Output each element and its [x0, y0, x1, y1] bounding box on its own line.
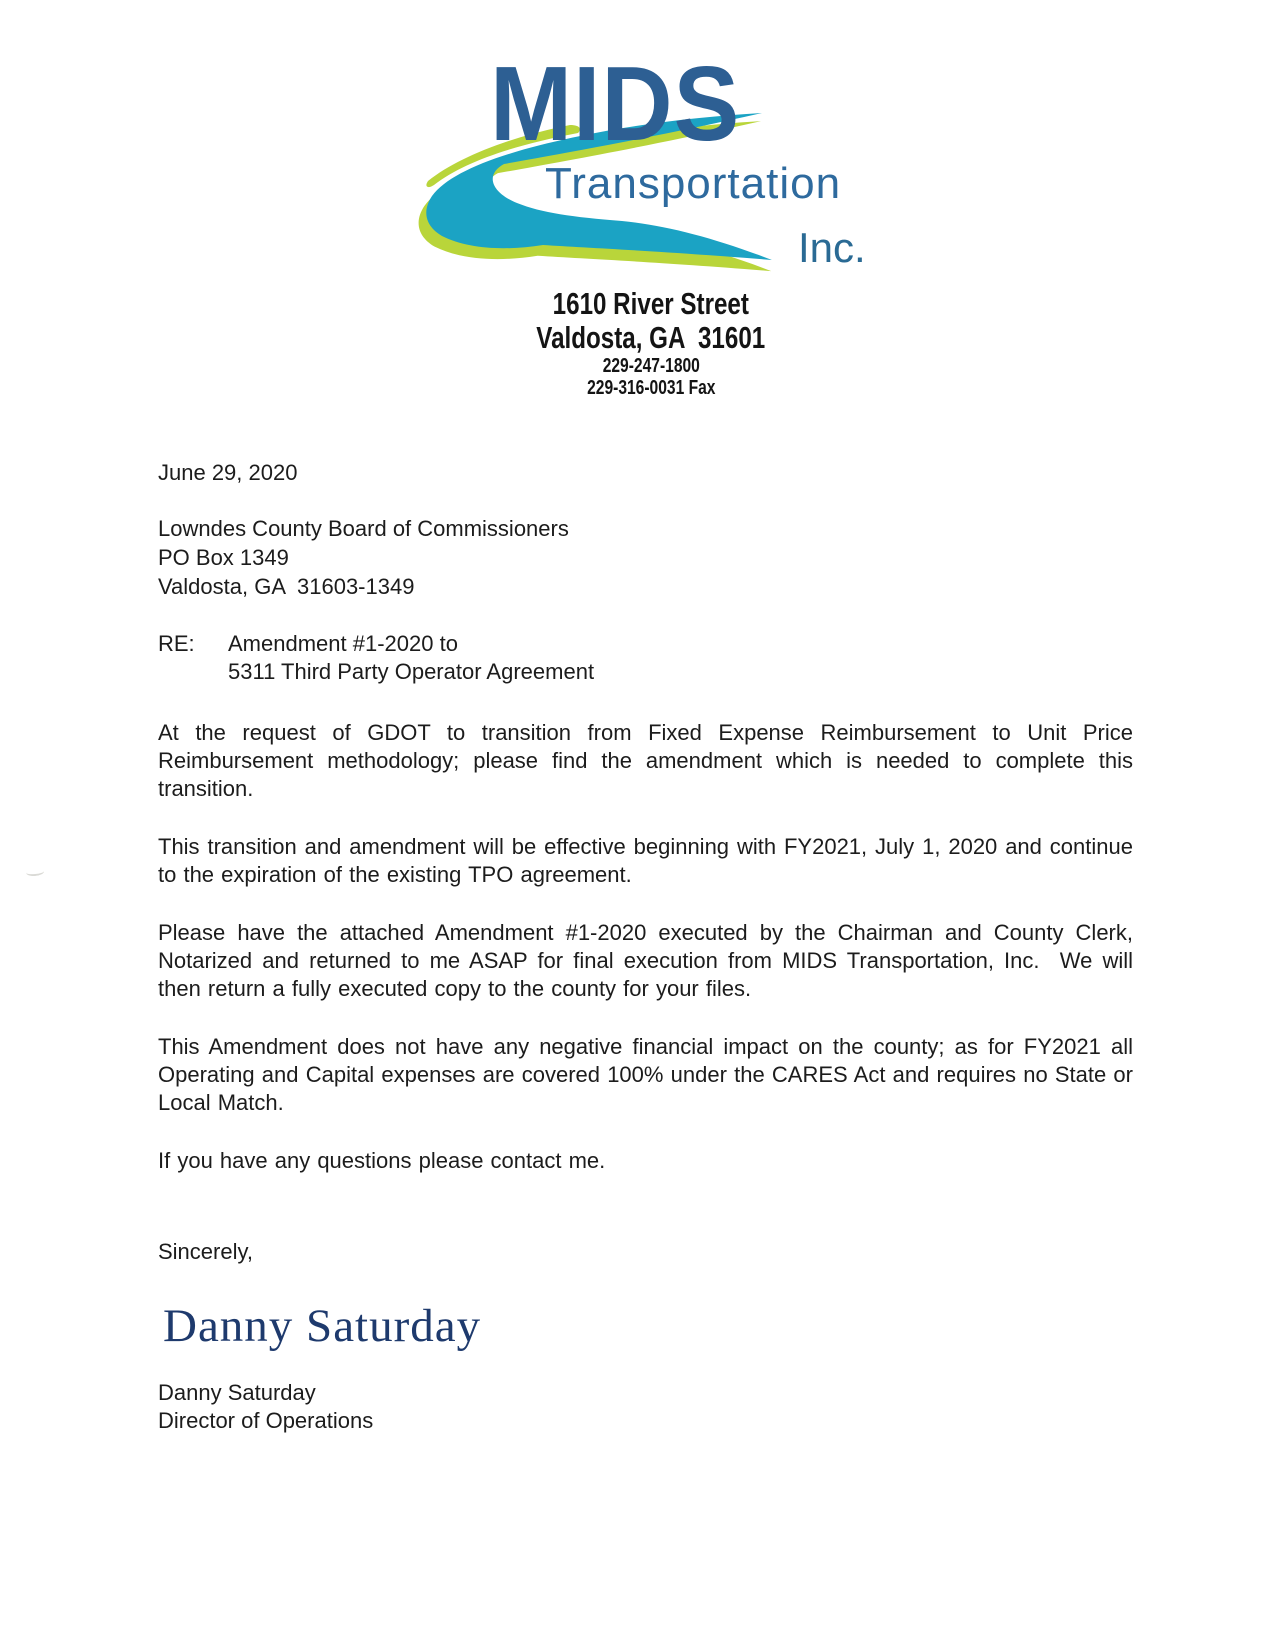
- re-subject-line2: 5311 Third Party Operator Agreement: [228, 659, 595, 684]
- paragraph: At the request of GDOT to transition from Fixed Expense Reimbursement to Unit Price Reimbursement methodology; please find the amendment which is needed to complete this transition.: [158, 720, 1141, 801]
- re-block: [158, 630, 594, 686]
- recipient-line: Valdosta, GA 31603-1349: [158, 574, 415, 599]
- recipient-address: [158, 514, 569, 601]
- paragraph: Please have the attached Amendment #1-2020 executed by the Chairman and County Clerk, Notarized and returned to me ASAP for final execution from MIDS Transportation, Inc. We will then return a fully executed copy to the county for your files.: [158, 920, 1141, 1001]
- paragraph: This Amendment does not have any negative financial impact on the county; as for FY2021 all Operating and Capital expenses are covered 100% under the CARES Act and requires no State or Local Match.: [158, 1034, 1141, 1115]
- re-subject-line1: Amendment #1-2020 to: [228, 631, 458, 656]
- logo-text-transportation: Transportation: [545, 159, 842, 208]
- signer-name: Danny Saturday: [158, 1380, 316, 1405]
- logo-text-inc: Inc.: [798, 224, 866, 271]
- letter-body: [158, 719, 1141, 1205]
- logo-text-mids: MIDS: [490, 45, 741, 163]
- mids-logo: [410, 45, 870, 275]
- signer-title: Director of Operations: [158, 1408, 374, 1433]
- signature-script: Danny Saturday: [163, 1300, 482, 1352]
- letter-date: June 29, 2020: [158, 460, 298, 485]
- letterhead-address: [451, 287, 851, 399]
- contact-line: If you have any questions please contact me.: [158, 1148, 606, 1173]
- re-label: RE:: [158, 631, 195, 656]
- scan-artifact: [26, 867, 45, 877]
- paragraph: This transition and amendment will be effective beginning with FY2021, July 1, 2020 and continue to the expiration of the existing TPO agreement.: [158, 834, 1141, 887]
- street-line: 1610 River Street: [552, 286, 750, 321]
- fax-line: 229-316-0031 Fax: [586, 377, 716, 399]
- signer-block: [158, 1379, 373, 1435]
- recipient-line: Lowndes County Board of Commissioners: [158, 516, 569, 541]
- phone-line: 229-247-1800: [602, 355, 700, 377]
- city-line: Valdosta, GA 31601: [536, 320, 766, 355]
- recipient-line: PO Box 1349: [158, 545, 289, 570]
- closing: Sincerely,: [158, 1239, 253, 1264]
